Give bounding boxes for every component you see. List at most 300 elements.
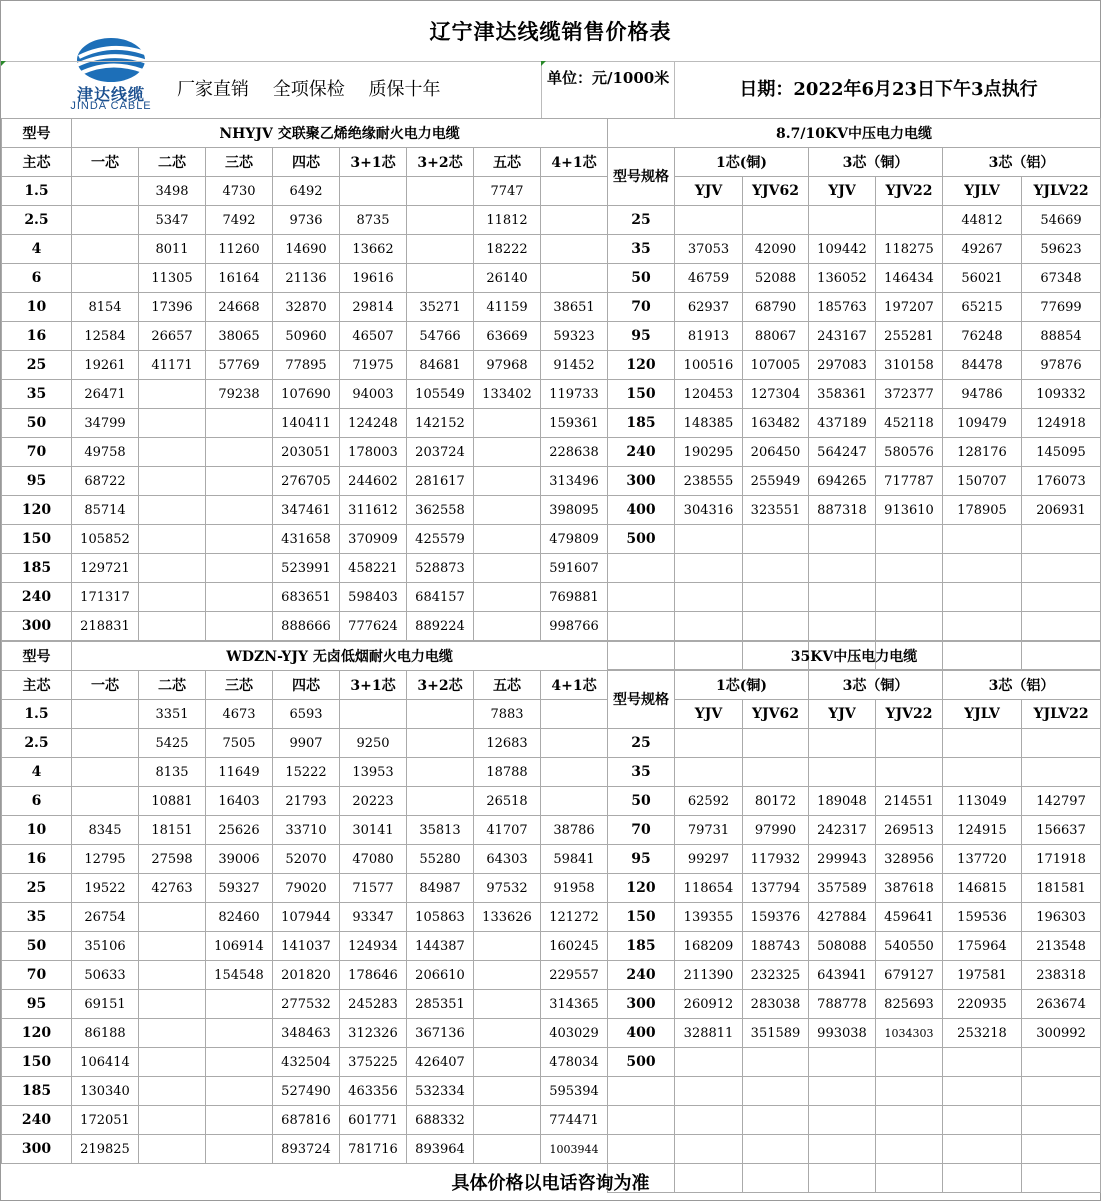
price-cell: [675, 525, 743, 554]
slogan: 厂家直销 全项保检 质保十年: [177, 79, 441, 100]
price-cell: [1022, 525, 1101, 554]
price-cell: [206, 1048, 273, 1077]
price-cell: 163482: [743, 409, 809, 438]
column-header: YJV62: [743, 700, 809, 729]
table-row: [2, 1019, 608, 1048]
table-row: [2, 380, 608, 409]
table-row: [608, 787, 1101, 816]
price-cell: 18788: [474, 758, 541, 787]
price-cell: [541, 264, 608, 293]
price-cell: 206610: [407, 961, 474, 990]
company-logo: [59, 35, 163, 113]
size-cell: 120: [608, 351, 675, 380]
table-row: [2, 845, 608, 874]
price-cell: 130340: [72, 1077, 139, 1106]
table-row: [2, 816, 608, 845]
column-header: 3+2芯: [407, 671, 474, 700]
size-cell: 300: [608, 467, 675, 496]
table-row: [2, 1106, 608, 1135]
price-cell: [743, 206, 809, 235]
size-cell: 150: [608, 903, 675, 932]
size-cell: 35: [2, 380, 72, 409]
price-cell: [407, 758, 474, 787]
price-cell: 46507: [340, 322, 407, 351]
size-cell: 25: [608, 729, 675, 758]
size-cell: 50: [608, 787, 675, 816]
price-cell: 213548: [1022, 932, 1101, 961]
price-cell: 80172: [743, 787, 809, 816]
price-cell: 8154: [72, 293, 139, 322]
table-row: [608, 758, 1101, 787]
price-cell: [876, 206, 943, 235]
empty-row: [608, 583, 1101, 612]
price-cell: 150707: [943, 467, 1022, 496]
price-cell: 7747: [474, 177, 541, 206]
table-row: [608, 235, 1101, 264]
price-cell: 888666: [273, 612, 340, 641]
price-cell: [407, 729, 474, 758]
empty-cell: [943, 1135, 1022, 1164]
price-cell: [407, 177, 474, 206]
price-cell: 300992: [1022, 1019, 1101, 1048]
price-cell: 203724: [407, 438, 474, 467]
spec-label: 型号规格: [608, 671, 675, 729]
price-cell: 52070: [273, 845, 340, 874]
price-cell: 97532: [474, 874, 541, 903]
price-cell: [675, 1048, 743, 1077]
price-cell: 54766: [407, 322, 474, 351]
table-row: [608, 525, 1101, 554]
price-cell: 136052: [809, 264, 876, 293]
size-cell: 120: [2, 496, 72, 525]
price-cell: 38786: [541, 816, 608, 845]
price-cell: [876, 1048, 943, 1077]
price-cell: [474, 409, 541, 438]
table-row: [2, 874, 608, 903]
price-cell: [541, 206, 608, 235]
size-cell: 185: [2, 554, 72, 583]
price-cell: 8011: [139, 235, 206, 264]
size-cell: 50: [2, 932, 72, 961]
price-cell: 6593: [273, 700, 340, 729]
price-cell: 39006: [206, 845, 273, 874]
price-cell: 260912: [675, 990, 743, 1019]
price-cell: 21793: [273, 787, 340, 816]
empty-cell: [943, 554, 1022, 583]
size-cell: 6: [2, 787, 72, 816]
price-cell: 11812: [474, 206, 541, 235]
empty-cell: [943, 1077, 1022, 1106]
price-cell: 118275: [876, 235, 943, 264]
price-cell: 253218: [943, 1019, 1022, 1048]
price-cell: [675, 729, 743, 758]
price-cell: 683651: [273, 583, 340, 612]
price-cell: 528873: [407, 554, 474, 583]
price-cell: [474, 1077, 541, 1106]
table-row: [2, 1048, 608, 1077]
price-cell: 283038: [743, 990, 809, 1019]
price-cell: [206, 438, 273, 467]
price-cell: [72, 700, 139, 729]
price-cell: [876, 525, 943, 554]
price-cell: 67348: [1022, 264, 1101, 293]
price-cell: 244602: [340, 467, 407, 496]
price-cell: 206931: [1022, 496, 1101, 525]
price-cell: [139, 380, 206, 409]
price-cell: 42090: [743, 235, 809, 264]
empty-cell: [1022, 554, 1101, 583]
empty-cell: [1022, 1106, 1101, 1135]
empty-cell: [675, 554, 743, 583]
price-cell: 297083: [809, 351, 876, 380]
price-cell: 37053: [675, 235, 743, 264]
price-cell: 276705: [273, 467, 340, 496]
price-cell: 71577: [340, 874, 407, 903]
column-header: 3+1芯: [340, 671, 407, 700]
price-cell: 79020: [273, 874, 340, 903]
price-cell: 893724: [273, 1135, 340, 1164]
price-cell: 679127: [876, 961, 943, 990]
empty-cell: [743, 1135, 809, 1164]
table-row: [2, 1135, 608, 1164]
price-cell: 398095: [541, 496, 608, 525]
size-cell: 240: [2, 1106, 72, 1135]
table-title: NHYJV 交联聚乙烯绝缘耐火电力电缆: [72, 119, 608, 148]
size-cell: 25: [2, 874, 72, 903]
size-cell: 1.5: [2, 177, 72, 206]
price-cell: 694265: [809, 467, 876, 496]
price-cell: 478034: [541, 1048, 608, 1077]
price-cell: 26754: [72, 903, 139, 932]
column-header: YJLV: [943, 700, 1022, 729]
price-cell: 781716: [340, 1135, 407, 1164]
column-header: 五芯: [474, 148, 541, 177]
price-cell: 203051: [273, 438, 340, 467]
price-cell: 232325: [743, 961, 809, 990]
price-cell: 19616: [340, 264, 407, 293]
empty-cell: [809, 554, 876, 583]
price-cell: [206, 467, 273, 496]
size-cell: 150: [2, 525, 72, 554]
price-cell: 47080: [340, 845, 407, 874]
price-cell: 348463: [273, 1019, 340, 1048]
price-cell: [206, 612, 273, 641]
column-header: YJLV22: [1022, 700, 1101, 729]
price-cell: 106914: [206, 932, 273, 961]
price-cell: [139, 612, 206, 641]
price-cell: 310158: [876, 351, 943, 380]
price-cell: 7505: [206, 729, 273, 758]
price-cell: 97876: [1022, 351, 1101, 380]
price-cell: [206, 1019, 273, 1048]
price-cell: [139, 467, 206, 496]
size-cell: 70: [608, 816, 675, 845]
price-cell: [474, 1019, 541, 1048]
price-cell: 77895: [273, 351, 340, 380]
size-cell: 1.5: [2, 700, 72, 729]
price-cell: 82460: [206, 903, 273, 932]
price-cell: [743, 1048, 809, 1077]
column-header: 二芯: [139, 671, 206, 700]
table-row: [2, 409, 608, 438]
column-header-row: [2, 148, 608, 177]
column-header-row: [608, 700, 1101, 729]
size-cell: 150: [608, 380, 675, 409]
price-cell: 479809: [541, 525, 608, 554]
empty-cell: [1022, 583, 1101, 612]
price-cell: 44812: [943, 206, 1022, 235]
empty-cell: [876, 612, 943, 641]
price-cell: 128176: [943, 438, 1022, 467]
price-cell: 62937: [675, 293, 743, 322]
size-cell: 240: [608, 438, 675, 467]
mv10-price-table: [607, 118, 1101, 670]
price-cell: 159361: [541, 409, 608, 438]
price-cell: 3498: [139, 177, 206, 206]
price-cell: [474, 554, 541, 583]
price-cell: 688332: [407, 1106, 474, 1135]
column-header: 一芯: [72, 671, 139, 700]
price-cell: 993038: [809, 1019, 876, 1048]
empty-cell: [809, 612, 876, 641]
size-cell: 25: [608, 206, 675, 235]
price-cell: 532334: [407, 1077, 474, 1106]
price-cell: [474, 583, 541, 612]
group-header-row: [608, 148, 1101, 177]
empty-cell: [943, 583, 1022, 612]
price-cell: 269513: [876, 816, 943, 845]
price-cell: 11305: [139, 264, 206, 293]
column-header: YJV: [809, 700, 876, 729]
size-cell: 120: [608, 874, 675, 903]
table-row: [2, 235, 608, 264]
price-cell: 30141: [340, 816, 407, 845]
wdzn-price-table: [1, 641, 608, 1164]
price-cell: 62592: [675, 787, 743, 816]
column-header: YJLV: [943, 177, 1022, 206]
empty-cell: [675, 1106, 743, 1135]
table-row: [608, 409, 1101, 438]
price-cell: 26657: [139, 322, 206, 351]
price-cell: 788778: [809, 990, 876, 1019]
price-cell: 601771: [340, 1106, 407, 1135]
price-cell: 370909: [340, 525, 407, 554]
price-cell: 5347: [139, 206, 206, 235]
empty-cell: [876, 583, 943, 612]
price-cell: 425579: [407, 525, 474, 554]
price-cell: 206450: [743, 438, 809, 467]
price-cell: 79731: [675, 816, 743, 845]
price-cell: 643941: [809, 961, 876, 990]
empty-cell: [1022, 612, 1101, 641]
empty-cell: [809, 1077, 876, 1106]
table-row: [608, 903, 1101, 932]
price-cell: 148385: [675, 409, 743, 438]
group-header: 1芯(铜): [675, 671, 809, 700]
price-cell: 1034303: [876, 1019, 943, 1048]
column-header: YJV22: [876, 177, 943, 206]
price-cell: [139, 1135, 206, 1164]
price-cell: 144387: [407, 932, 474, 961]
price-cell: 8135: [139, 758, 206, 787]
price-cell: [139, 525, 206, 554]
empty-cell: [943, 612, 1022, 641]
price-cell: [139, 1077, 206, 1106]
price-cell: 196303: [1022, 903, 1101, 932]
empty-row: [608, 612, 1101, 641]
price-cell: [809, 758, 876, 787]
price-cell: 26518: [474, 787, 541, 816]
price-cell: 41707: [474, 816, 541, 845]
table-row: [608, 467, 1101, 496]
price-cell: 159376: [743, 903, 809, 932]
price-cell: [206, 409, 273, 438]
price-cell: 24668: [206, 293, 273, 322]
empty-cell: [675, 1077, 743, 1106]
price-cell: [541, 729, 608, 758]
price-cell: 3351: [139, 700, 206, 729]
size-cell: 35: [2, 903, 72, 932]
price-cell: [139, 1048, 206, 1077]
price-cell: 93347: [340, 903, 407, 932]
price-cell: 458221: [340, 554, 407, 583]
price-cell: [139, 903, 206, 932]
size-cell: 16: [2, 845, 72, 874]
table-row: [2, 351, 608, 380]
price-cell: 12584: [72, 322, 139, 351]
column-header-row: [2, 671, 608, 700]
price-cell: 160245: [541, 932, 608, 961]
empty-cell: [608, 1135, 675, 1164]
table-row: [608, 1019, 1101, 1048]
column-header: 三芯: [206, 148, 273, 177]
price-cell: 41159: [474, 293, 541, 322]
price-cell: [743, 758, 809, 787]
price-cell: 16164: [206, 264, 273, 293]
logo-text: 津达线缆: [76, 85, 145, 104]
price-cell: 29814: [340, 293, 407, 322]
price-cell: 105863: [407, 903, 474, 932]
price-cell: [206, 554, 273, 583]
nhyjv-price-table: [1, 118, 608, 641]
price-cell: 171918: [1022, 845, 1101, 874]
price-cell: [72, 177, 139, 206]
price-cell: 19261: [72, 351, 139, 380]
price-cell: 42763: [139, 874, 206, 903]
price-cell: [541, 235, 608, 264]
price-cell: [809, 729, 876, 758]
table-row: [2, 264, 608, 293]
price-cell: 86188: [72, 1019, 139, 1048]
price-cell: 84681: [407, 351, 474, 380]
price-cell: [72, 264, 139, 293]
table-row: [2, 583, 608, 612]
size-cell: 185: [2, 1077, 72, 1106]
price-cell: 25626: [206, 816, 273, 845]
price-cell: 81913: [675, 322, 743, 351]
price-cell: 564247: [809, 438, 876, 467]
size-cell: 500: [608, 1048, 675, 1077]
price-cell: [541, 758, 608, 787]
price-cell: [206, 583, 273, 612]
price-cell: 64303: [474, 845, 541, 874]
price-cell: 154548: [206, 961, 273, 990]
price-cell: 145095: [1022, 438, 1101, 467]
price-cell: 120453: [675, 380, 743, 409]
price-cell: 277532: [273, 990, 340, 1019]
price-cell: 59841: [541, 845, 608, 874]
price-cell: 124918: [1022, 409, 1101, 438]
empty-cell: [743, 1077, 809, 1106]
price-cell: 159536: [943, 903, 1022, 932]
column-header: YJV62: [743, 177, 809, 206]
group-header: 3芯（铝）: [943, 148, 1101, 177]
price-cell: 38651: [541, 293, 608, 322]
price-cell: 49267: [943, 235, 1022, 264]
price-cell: 285351: [407, 990, 474, 1019]
price-cell: 124934: [340, 932, 407, 961]
price-cell: [206, 496, 273, 525]
price-cell: 459641: [876, 903, 943, 932]
price-cell: [72, 235, 139, 264]
price-cell: 426407: [407, 1048, 474, 1077]
price-cell: 94786: [943, 380, 1022, 409]
price-cell: [809, 206, 876, 235]
table-row: [2, 1077, 608, 1106]
price-cell: [743, 525, 809, 554]
size-cell: 95: [2, 990, 72, 1019]
price-cell: 20223: [340, 787, 407, 816]
price-cell: 32870: [273, 293, 340, 322]
price-cell: [340, 700, 407, 729]
group-header: 1芯(铜): [675, 148, 809, 177]
size-cell: 95: [2, 467, 72, 496]
column-header: 五芯: [474, 671, 541, 700]
price-cell: 598403: [340, 583, 407, 612]
price-cell: 9736: [273, 206, 340, 235]
price-cell: [139, 438, 206, 467]
price-cell: 172051: [72, 1106, 139, 1135]
table-row: [2, 177, 608, 206]
size-cell: 35: [608, 235, 675, 264]
logo-subtext: JINDA CABLE: [70, 100, 152, 112]
column-header: 一芯: [72, 148, 139, 177]
price-cell: 14690: [273, 235, 340, 264]
group-header-row: [608, 671, 1101, 700]
price-cell: 540550: [876, 932, 943, 961]
price-cell: 133626: [474, 903, 541, 932]
column-header: 四芯: [273, 148, 340, 177]
price-cell: [675, 758, 743, 787]
footer-note: 具体价格以电话咨询为准: [451, 1173, 650, 1194]
price-cell: 11260: [206, 235, 273, 264]
price-cell: [407, 206, 474, 235]
price-cell: 142152: [407, 409, 474, 438]
price-cell: 431658: [273, 525, 340, 554]
spec-label: 型号规格: [608, 148, 675, 206]
price-cell: 889224: [407, 612, 474, 641]
size-cell: 70: [2, 961, 72, 990]
price-cell: 4673: [206, 700, 273, 729]
price-cell: 255949: [743, 467, 809, 496]
size-cell: 16: [2, 322, 72, 351]
price-cell: 68790: [743, 293, 809, 322]
price-cell: 133402: [474, 380, 541, 409]
price-cell: 15222: [273, 758, 340, 787]
price-cell: [139, 961, 206, 990]
price-cell: 175964: [943, 932, 1022, 961]
price-cell: 178905: [943, 496, 1022, 525]
